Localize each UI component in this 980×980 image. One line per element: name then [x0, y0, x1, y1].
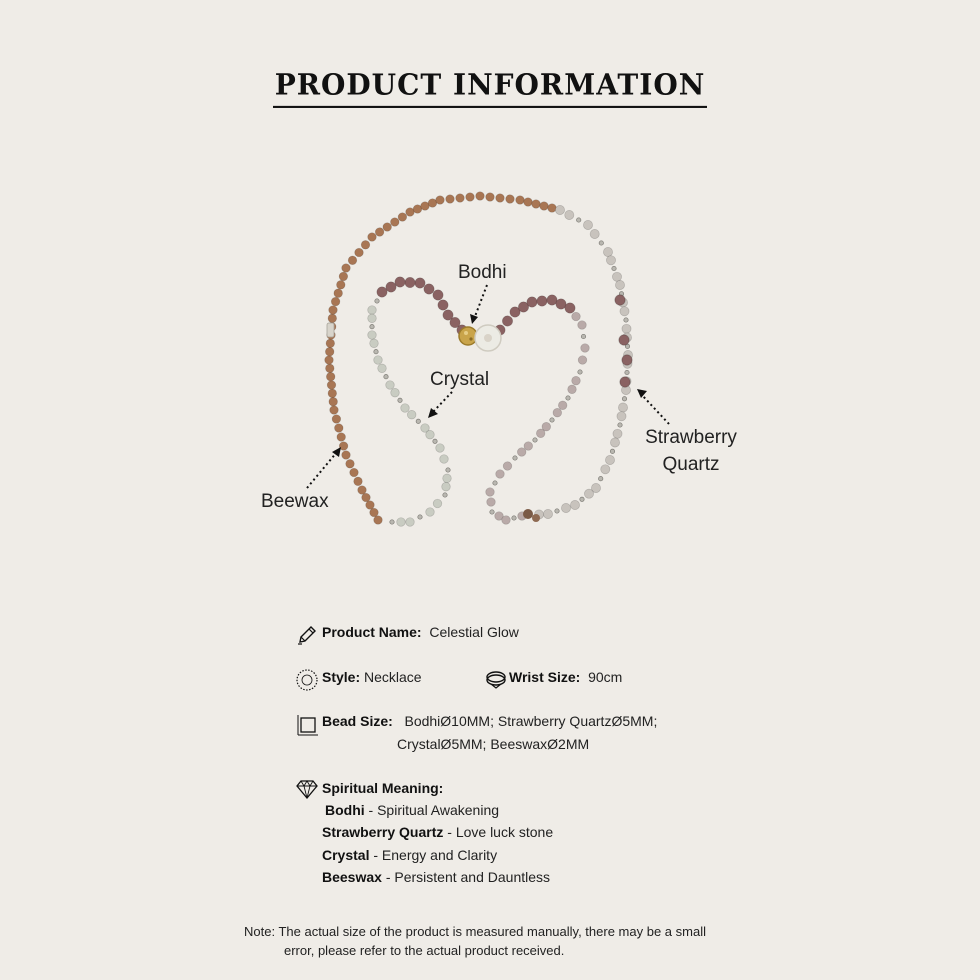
strawberry-quartz-bead	[493, 481, 497, 485]
beewax-bead	[398, 213, 407, 222]
crystal-bead	[543, 509, 552, 518]
product-name-row	[322, 624, 519, 640]
strawberry-quartz-bead	[558, 401, 567, 410]
strawberry-quartz-bead	[566, 396, 570, 400]
crystal-bead	[433, 439, 437, 443]
strawberry-quartz-bead	[581, 344, 590, 353]
meaning-item-crystal: Crystal - Energy and Clarity	[322, 847, 498, 863]
crystal-bead	[624, 318, 628, 322]
strawberry-quartz-bead	[513, 456, 517, 460]
crystal-bead	[426, 508, 435, 517]
crystal-bead	[390, 520, 394, 524]
wrist-size-row	[509, 669, 622, 685]
beewax-bead	[436, 196, 445, 205]
crystal-bead	[599, 477, 603, 481]
crystal-bead	[443, 474, 452, 483]
strawberry-quartz-bead	[527, 297, 537, 307]
beewax-bead	[337, 433, 346, 442]
note-line1: Note: The actual size of the product is measured manually, there may be a small	[244, 924, 706, 939]
crystal-bead	[384, 375, 388, 379]
crystal-bead	[612, 266, 616, 270]
strawberry-quartz-bead	[619, 335, 629, 345]
strawberry-quartz-bead	[487, 498, 496, 507]
beewax-bead	[337, 281, 346, 290]
beewax-bead	[332, 415, 341, 424]
strawberry-quartz-bead	[581, 334, 585, 338]
crystal-bead	[583, 220, 592, 229]
crystal-bead	[397, 518, 406, 527]
crystal-bead	[565, 210, 574, 219]
strawberry-quartz-bead	[537, 296, 547, 306]
strawberry-quartz-bead	[433, 290, 443, 300]
strawberry-quartz-bead	[503, 462, 512, 471]
beewax-bead	[358, 486, 367, 495]
strawberry-arrow	[641, 394, 669, 424]
crystal-bead	[370, 325, 374, 329]
strawberry-quartz-bead	[512, 516, 516, 520]
beewax-bead	[368, 233, 377, 242]
beewax-bead	[342, 264, 351, 273]
strawberry-quartz-bead	[490, 510, 494, 514]
page-title: PRODUCT INFORMATION	[273, 67, 708, 108]
beewax-bead	[456, 194, 465, 203]
strawberry-quartz-bead	[578, 321, 587, 330]
style-badge-icon	[295, 668, 319, 692]
beewax-bead	[326, 372, 335, 381]
crystal-bead	[555, 509, 559, 513]
strawberry-quartz-bead	[502, 316, 512, 326]
crystal-bead	[606, 256, 615, 265]
strawberry-quartz-bead	[620, 377, 630, 387]
style-value: Necklace	[364, 669, 422, 685]
beewax-bead	[348, 256, 357, 265]
beewax-bead	[361, 241, 370, 250]
meaning-item-beeswax: Beeswax - Persistent and Dauntless	[322, 869, 551, 885]
strawberry-quartz-bead	[486, 488, 495, 497]
beewax-bead	[446, 195, 455, 204]
beewax-bead	[486, 193, 495, 202]
strawberry-quartz-bead	[622, 355, 632, 365]
crystal-bead	[601, 465, 610, 474]
beewax-bead	[331, 297, 340, 306]
strawberry-quartz-bead	[424, 284, 434, 294]
beewax-bead	[328, 314, 337, 323]
crystal-bead	[442, 482, 451, 491]
beewax-bead	[466, 193, 475, 202]
crystal-bead	[613, 429, 622, 438]
crystal-bead	[618, 423, 622, 427]
beewax-bead	[325, 347, 334, 356]
crystal-bead	[368, 331, 377, 340]
strawberry-quartz-bead	[377, 287, 387, 297]
meaning-item-strawberry-quartz: Strawberry Quartz - Love luck stone	[322, 824, 554, 840]
crystal-bead	[406, 518, 415, 527]
crystal-bead	[617, 412, 626, 421]
crystal-bead	[590, 229, 599, 238]
bodhi-callout: Bodhi	[458, 262, 507, 283]
strawberry-quartz-bead	[578, 356, 587, 365]
beewax-bead	[342, 451, 351, 460]
crystal-bead	[610, 449, 614, 453]
crystal-bead	[398, 398, 402, 402]
beewax-bead	[355, 248, 364, 257]
crystal-bead	[433, 499, 442, 508]
crystal-arrow	[432, 392, 452, 413]
crystal-bead	[618, 403, 627, 412]
beewax-bead	[532, 200, 541, 209]
crystal-bead	[615, 280, 624, 289]
beewax-bead	[339, 272, 348, 281]
crystal-bead	[605, 455, 614, 464]
crystal-bead	[368, 314, 377, 323]
beewax-bead	[383, 223, 392, 232]
crystal-bead	[386, 381, 395, 390]
crystal-bead	[374, 356, 383, 365]
strawberry-quartz-bead	[572, 312, 581, 321]
crystal-bead	[612, 272, 621, 281]
disclaimer-note	[244, 922, 724, 960]
crystal-bead	[378, 364, 387, 373]
beewax-bead	[330, 406, 339, 415]
beewax-bead	[391, 218, 400, 227]
strawberry-quartz-bead	[443, 310, 453, 320]
beewax-bead	[325, 356, 334, 365]
beewax-arrow	[307, 452, 337, 488]
beewax-bead	[548, 204, 557, 213]
product-name-value: Celestial Glow	[429, 624, 519, 640]
crystal-bead	[625, 370, 629, 374]
crystal-bead	[368, 306, 377, 315]
strawberry-quartz-bead	[496, 470, 505, 479]
bead-size-line2: CrystalØ5MM; BeeswaxØ2MM	[397, 736, 590, 752]
style-row	[322, 669, 422, 685]
crystal-bead	[622, 397, 626, 401]
strawberry-quartz-bead	[438, 300, 448, 310]
beewax-callout: Beewax	[261, 491, 329, 512]
beewax-bead	[326, 339, 335, 348]
spiritual-meaning-label: Spiritual Meaning:	[322, 780, 444, 796]
crystal-bead	[577, 218, 581, 222]
crystal-bead	[584, 489, 593, 498]
crystal-bead	[599, 241, 603, 245]
beewax-bead	[350, 468, 359, 477]
crystal-bead	[443, 493, 447, 497]
beewax-bead	[516, 196, 525, 205]
strawberry-quartz-bead	[533, 438, 537, 442]
beewax-bead	[328, 389, 337, 398]
crystal-bead	[374, 350, 378, 354]
strawberry-quartz-bead	[517, 448, 526, 457]
beewax-bead	[354, 477, 363, 486]
beewax-bead	[346, 460, 355, 469]
crystal-bead	[436, 444, 445, 453]
crystal-bead	[610, 438, 619, 447]
pencil-icon	[296, 624, 318, 646]
crystal-bead	[620, 307, 629, 316]
crystal-bead	[622, 324, 631, 333]
crystal-bead	[440, 455, 449, 464]
strawberry-quartz-bead	[568, 385, 577, 394]
strawberry-quartz-bead	[536, 429, 545, 438]
crystal-bead	[561, 503, 570, 512]
diamond-icon	[296, 779, 318, 799]
beewax-bead	[524, 198, 533, 207]
crystal-bead	[580, 497, 584, 501]
crystal-bead	[375, 299, 379, 303]
crystal-bead	[370, 339, 379, 348]
bead-size-row	[322, 713, 657, 729]
bodhi-bead	[459, 327, 477, 345]
beewax-bead	[496, 194, 505, 203]
strawberry-quartz-callout	[636, 424, 746, 478]
bodhi-arrow	[474, 285, 487, 319]
crystal-bead	[603, 247, 612, 256]
meaning-item-bodhi: Bodhi - Spiritual Awakening	[325, 802, 500, 818]
beewax-bead	[329, 397, 338, 406]
bracelet-icon	[485, 668, 507, 690]
wrist-size-label: Wrist Size:	[509, 669, 581, 685]
strawberry-callout-line1: Strawberry	[645, 427, 737, 448]
product-name-label: Product Name:	[322, 624, 422, 640]
style-label: Style:	[322, 669, 361, 685]
crystal-bead	[446, 468, 450, 472]
beewax-bead	[506, 195, 515, 204]
beewax-bead	[326, 364, 335, 373]
beewax-bead	[329, 306, 338, 315]
strawberry-quartz-bead	[565, 303, 575, 313]
note-line2: error, please refer to the actual product received.	[284, 943, 565, 958]
strawberry-quartz-bead	[615, 295, 625, 305]
measure-frame-icon	[296, 713, 320, 737]
crystal-callout: Crystal	[430, 369, 490, 390]
bead-size-label: Bead Size:	[322, 713, 393, 729]
strawberry-quartz-bead	[572, 376, 581, 385]
strawberry-quartz-bead	[502, 516, 511, 525]
crystal-bead	[416, 419, 420, 423]
crystal-bead	[407, 410, 416, 419]
beewax-bead	[335, 424, 344, 433]
beewax-bead	[334, 289, 343, 298]
beewax-bead	[476, 192, 485, 201]
crystal-bead	[555, 205, 564, 214]
beewax-bead	[375, 228, 384, 237]
strawberry-quartz-bead	[578, 370, 582, 374]
strawberry-quartz-bead	[405, 277, 415, 287]
necklace-beads	[325, 192, 633, 527]
strawberry-quartz-bead	[553, 408, 562, 417]
strawberry-callout-line2: Quartz	[662, 454, 720, 475]
crystal-bead	[391, 388, 400, 397]
beewax-bead	[540, 202, 549, 211]
strawberry-quartz-bead	[550, 418, 554, 422]
beewax-bead	[327, 381, 336, 390]
strawberry-quartz-bead	[524, 442, 533, 451]
bead-size-line1: BodhiØ10MM; Strawberry QuartzØ5MM;	[404, 713, 658, 729]
crystal-bead	[401, 404, 410, 413]
crystal-bead	[418, 515, 422, 519]
wrist-size-value: 90cm	[588, 669, 623, 685]
crystal-bead	[426, 430, 435, 439]
strawberry-quartz-bead	[415, 278, 425, 288]
crystal-bead	[570, 500, 579, 509]
